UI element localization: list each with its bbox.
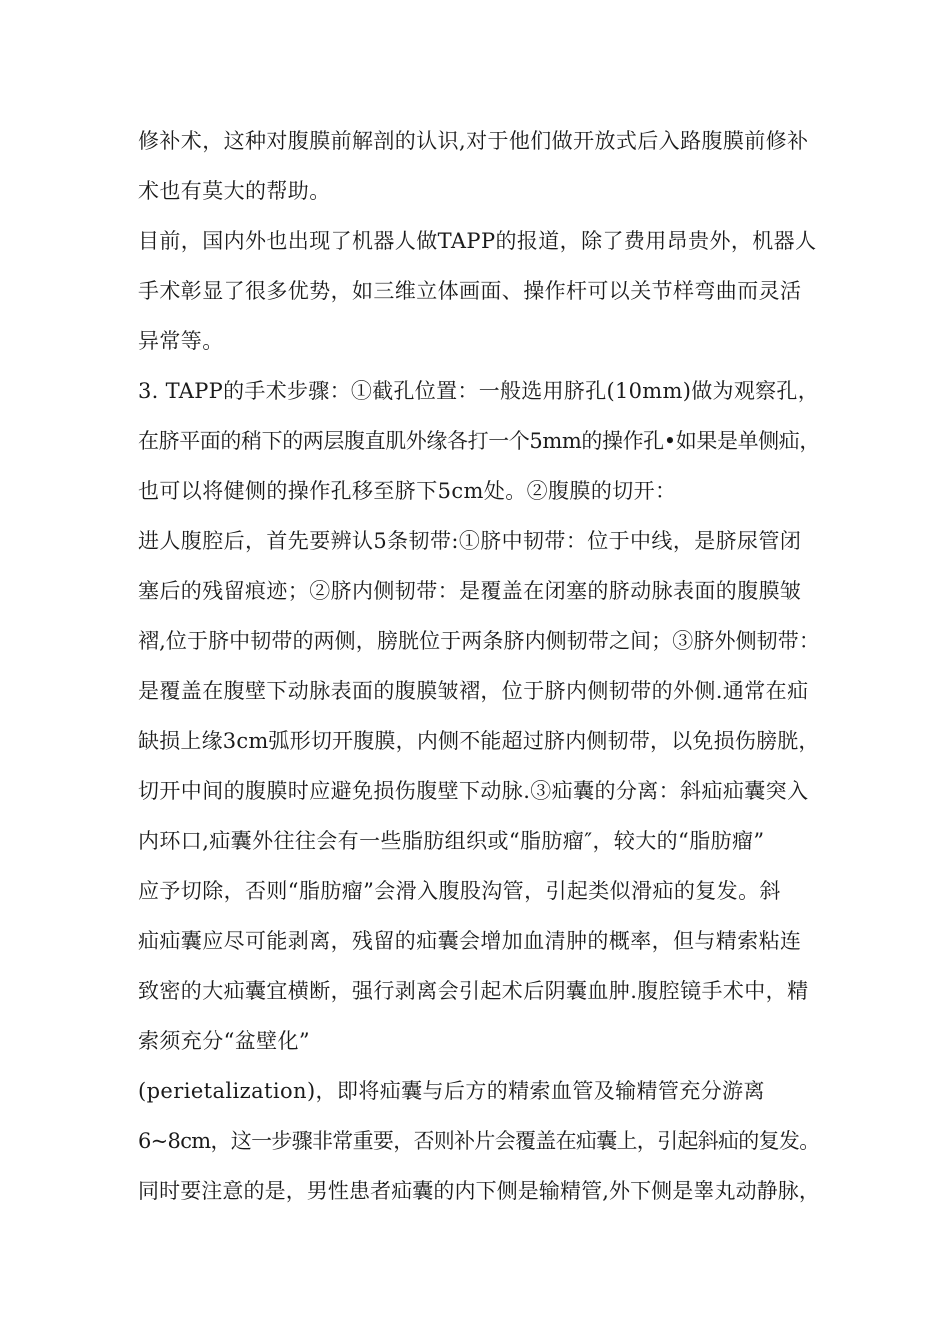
text-line: 应予切除，否则“脂肪瘤”会滑入腹股沟管，引起类似滑疝的复发。斜 — [138, 879, 781, 903]
text-line: 在脐平面的稍下的两层腹直肌外缘各打一个5mm的操作孔•如果是单侧疝， — [138, 429, 820, 453]
text-line: 目前，国内外也出现了机器人做TAPP的报道，除了费用昂贵外，机器人 — [138, 229, 817, 253]
text-line: 手术彰显了很多优势，如三维立体画面、操作杆可以关节样弯曲而灵活 — [138, 279, 802, 303]
text-line: 6~8cm，这一步骤非常重要，否则补片会覆盖在疝囊上，引起斜疝的复发。 — [138, 1129, 820, 1153]
text-line: (perietalization)，即将疝囊与后方的精索血管及输精管充分游离 — [138, 1079, 765, 1103]
text-line: 3. TAPP的手术步骤：①截孔位置：一般选用脐孔(10mm)做为观察孔， — [138, 379, 820, 403]
text-line: 塞后的残留痕迹；②脐内侧韧带：是覆盖在闭塞的脐动脉表面的腹膜皱 — [138, 579, 802, 603]
text-line: 索须充分“盆壁化” — [138, 1029, 311, 1053]
text-line: 致密的大疝囊宜横断，强行剥离会引起术后阴囊血肿.腹腔镜手术中，精 — [138, 979, 809, 1003]
text-line: 疝疝囊应尽可能剥离，残留的疝囊会增加血清肿的概率，但与精索粘连 — [138, 929, 802, 953]
text-line: 修补术，这种对腹膜前解剖的认识,对于他们做开放式后入路腹膜前修补 — [138, 129, 809, 153]
text-line: 切开中间的腹膜时应避免损伤腹壁下动脉.③疝囊的分离：斜疝疝囊突入 — [138, 779, 809, 803]
text-line: 也可以将健侧的操作孔移至脐下5cm处。②腹膜的切开： — [138, 479, 677, 503]
text-line: 同时要注意的是，男性患者疝囊的内下侧是输精管,外下侧是睾丸动静脉， — [138, 1179, 820, 1203]
text-line: 内环口,疝囊外往往会有一些脂肪组织或“脂肪瘤″，较大的“脂肪瘤” — [138, 829, 765, 853]
text-line: 术也有莫大的帮助。 — [138, 179, 331, 203]
text-line: 是覆盖在腹壁下动脉表面的腹膜皱褶，位于脐内侧韧带的外侧.通常在疝 — [138, 679, 809, 703]
text-line: 缺损上缘3cm弧形切开腹膜，内侧不能超过脐内侧韧带，以免损伤膀胱， — [138, 729, 820, 753]
text-line: 异常等。 — [138, 329, 224, 353]
text-line: 进人腹腔后，首先要辨认5条韧带:①脐中韧带：位于中线，是脐尿管闭 — [138, 529, 802, 553]
text-line: 褶,位于脐中韧带的两侧，膀胱位于两条脐内侧韧带之间；③脐外侧韧带： — [138, 629, 820, 653]
